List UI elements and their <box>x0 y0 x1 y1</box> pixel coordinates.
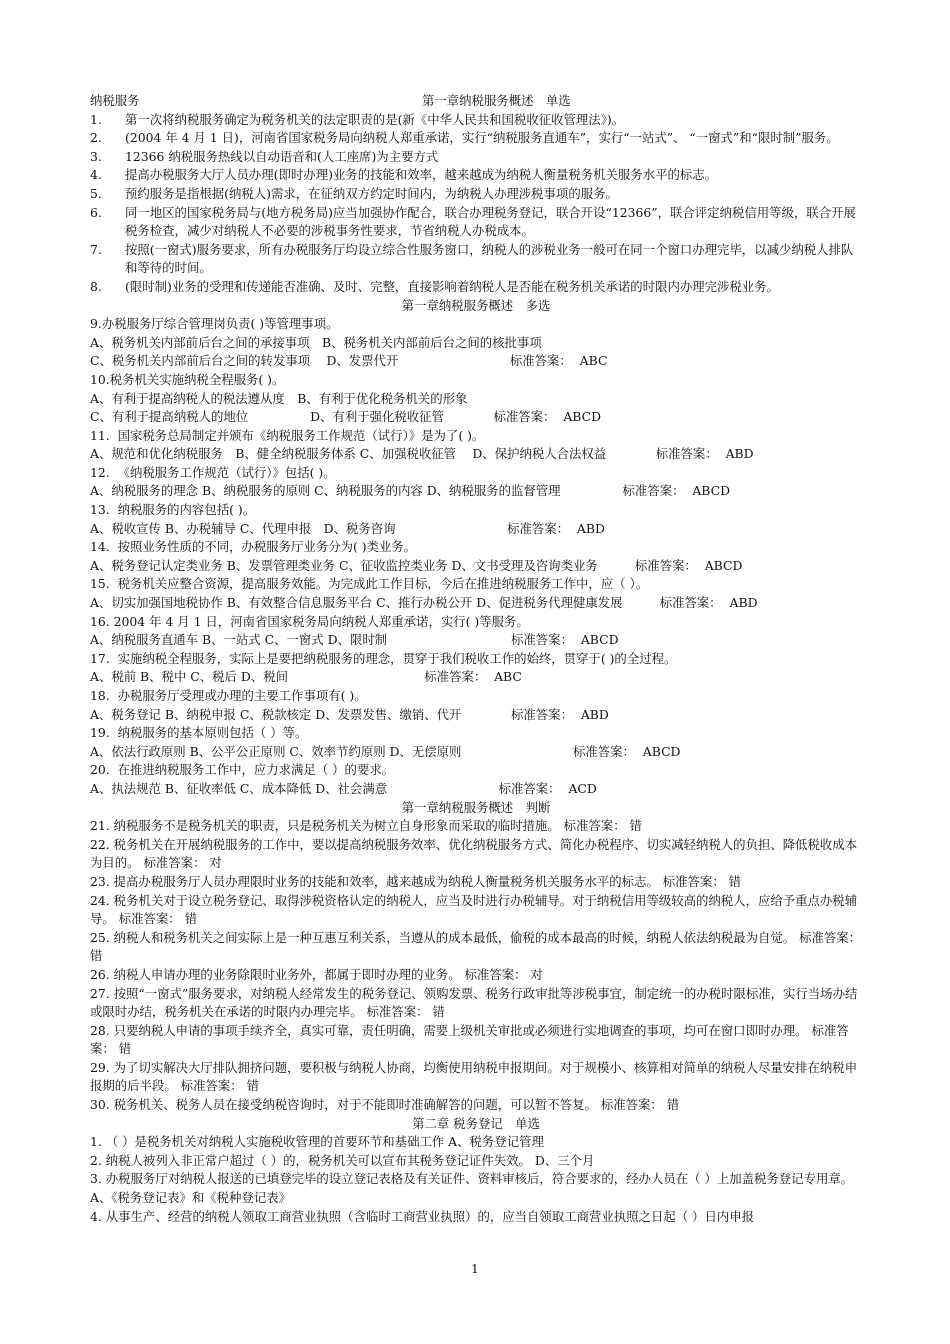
text-line: A、切实加强国地税协作 B、有效整合信息服务平台 C、推行办税公开 D、促进税务代理健康发展 标准答案： ABD <box>90 595 758 611</box>
paragraph: 1. （ ）是税务机关对纳税人实施税收管理的首要环节和基础工作 A、税务登记管理 <box>90 1134 544 1150</box>
item-number: 5. <box>90 185 102 201</box>
list-item <box>90 111 862 130</box>
text-line: 11. 国家税务总局制定并颁布《纳税服务工作规范（试行）》是为了( )。 <box>90 427 485 443</box>
text-line: A、税收宣传 B、办税辅导 C、代理申报 D、税务咨询 标准答案： ABD <box>90 520 605 536</box>
list-item <box>90 185 862 204</box>
text-line: A、税务登记 B、纳税申报 C、税款核定 D、发票发售、缴销、代开 标准答案： ABD <box>90 706 609 722</box>
list-item <box>90 278 862 297</box>
text-line: 14. 按照业务性质的不同，办税服务厅业务分为( )类业务。 <box>90 539 417 555</box>
paragraph: 26. 纳税人申请办理的业务除限时业务外，都属于即时办理的业务。 标准答案： 对 <box>90 966 543 982</box>
paragraph: 2. 纳税人被列入非正常户超过（ ）的，税务机关可以宣布其税务登记证件失效。 D、三个月 <box>90 1152 595 1168</box>
text-line: 12. 《纳税服务工作规范（试行）》包括( )。 <box>90 464 336 480</box>
item-text: 按照(一窗式)服务要求，所有办税服务厅均设立综合性服务窗口，纳税人的涉税业务一般可在同一个窗口办理完毕，以减少纳税人排队和等待的时间。 <box>125 241 854 276</box>
text-line: A、规范和优化纳税服务 B、健全纳税服务体系 C、加强税收征管 D、保护纳税人合法权益 标准答案： ABD <box>90 446 754 462</box>
paragraph: 29. 为了切实解决大厅排队拥挤问题，要积极与纳税人协商，均衡使用纳税申报期间。对于规模小、核算相对简单的纳税人尽量安排在纳税申报期的后半段。 标准答案： 错 <box>90 1059 858 1094</box>
item-number: 3. <box>90 148 102 164</box>
item-text: 12366 纳税服务热线以自动语音和(人工座席)为主要方式 <box>125 148 439 164</box>
text-line: 15. 税务机关应整合资源，提高服务效能。为完成此工作目标，今后在推进纳税服务工作中，应（ ）。 <box>90 576 649 592</box>
text-line: C、税务机关内部前后台之间的转发事项 D、发票代开 标准答案： ABC <box>90 353 608 369</box>
item-number: 8. <box>90 278 102 294</box>
paragraph: 22. 税务机关在开展纳税服务的工作中，要以提高纳税服务效率、优化纳税服务方式、简化办税程序、切实减轻纳税人的负担、降低税收成本为目的。 标准答案： 对 <box>90 836 858 871</box>
text-line: A、税务登记认定类业务 B、发票管理类业务 C、征收监控类业务 D、文书受理及咨询类业务 标准答案： ABCD <box>90 557 743 573</box>
item-text: 预约服务是指根据(纳税人)需求，在征纳双方约定时间内，为纳税人办理涉税事项的服务。 <box>125 185 618 201</box>
multi-choice-block <box>90 315 862 798</box>
paragraph: 25. 纳税人和税务机关之间实际上是一种互惠互利关系，当遵从的成本最低，偷税的成本最高的时候，纳税人依法纳税最为自觉。 标准答案： 错 <box>90 929 862 964</box>
item-number: 4. <box>90 167 102 183</box>
text-line: A、依法行政原则 B、公平公正原则 C、效率节约原则 D、无偿原则 标准答案： ABCD <box>90 743 681 759</box>
item-text: 提高办税服务大厅人员办理(即时办理)业务的技能和效率，越来越成为纳税人衡量税务机关服务水平的标志。 <box>125 167 718 183</box>
paragraph: 28. 只要纳税人申请的事项手续齐全，真实可靠，责任明确，需要上级机关审批或必须进行实地调查的事项，均可在窗口即时办理。 标准答案： 错 <box>90 1022 849 1057</box>
list-item <box>90 129 862 148</box>
paragraph: 21. 纳税服务不是税务机关的职责，只是税务机关为树立自身形象而采取的临时措施。 标准答案： 错 <box>90 818 642 834</box>
section-heading-judge: 第一章纳税服务概述 判断 <box>401 799 551 815</box>
text-line: A、税前 B、税中 C、税后 D、税间 标准答案： ABC <box>90 669 522 685</box>
text-line: C、有利于提高纳税人的地位 D、有利于强化税收征管 标准答案： ABCD <box>90 409 602 425</box>
list-item <box>90 148 862 167</box>
chapter2-block <box>90 1133 862 1226</box>
item-text: (限时制)业务的受理和传递能否准确、及时、完整，直接影响着纳税人是否能在税务机关承诺的时限内办理完涉税业务。 <box>125 278 779 294</box>
numbered-list <box>90 111 862 297</box>
paragraph: 3. 办税服务厅对纳税人报送的已填登完毕的设立登记表格及有关证件、资料审核后，符合要求的，经办人员在（ ）上加盖税务登记专用章。 A、《税务登记表》和《税种登记表》 <box>90 1171 854 1206</box>
chapter-heading: 第一章纳税服务概述 单选 <box>422 93 571 108</box>
text-line: 13. 纳税服务的内容包括( )。 <box>90 502 256 518</box>
page-header <box>90 92 862 111</box>
text-line: 10.税务机关实施纳税全程服务( )。 <box>90 371 285 387</box>
text-line: A、纳税服务的理念 B、纳税服务的原则 C、纳税服务的内容 D、纳税服务的监督管理 标准答案： ABCD <box>90 483 731 499</box>
paragraph: 24. 税务机关对于设立税务登记、取得涉税资格认定的纳税人，应当及时进行办税辅导。对于纳税信用等级较高的纳税人，应给予重点办税辅导。 标准答案： 错 <box>90 892 858 927</box>
text-line: 19. 纳税服务的基本原则包括（ ）等。 <box>90 725 308 741</box>
text-line: A、有利于提高纳税人的税法遵从度 B、有利于优化税务机关的形象 <box>90 390 468 406</box>
text-line: 16. 2004 年 4 月 1 日，河南省国家税务局向纳税人郑重承诺，实行( )等服务。 <box>90 613 529 629</box>
section-heading-ch2: 第二章 税务登记 单选 <box>412 1115 540 1131</box>
paragraph: 27. 按照“一窗式”服务要求，对纳税人经常发生的税务登记、领购发票、税务行政审批等涉税事宜，制定统一的办税时限标准，实行当场办结或限时办结，税务机关在承诺的时限内办理完毕。 标准答案： 错 <box>90 985 858 1020</box>
true-false-block <box>90 817 862 1115</box>
list-item <box>90 241 862 278</box>
item-text: 同一地区的国家税务局与(地方税务局)应当加强协作配合，联合办理税务登记，联合开设“12366”，联合评定纳税信用等级，联合开展税务检查，减少对纳税人不必要的涉税事务性要求，节省纳税人办税成本。 <box>125 204 856 239</box>
paragraph: 30. 税务机关、税务人员在接受纳税咨询时，对于不能即时准确解答的问题，可以暂不答复。 标准答案： 错 <box>90 1097 680 1113</box>
item-number: 6. <box>90 204 102 220</box>
section-heading-multi: 第一章纳税服务概述 多选 <box>401 297 551 313</box>
text-line: 9.办税服务厅综合管理岗负责( )等管理事项。 <box>90 316 339 332</box>
list-item <box>90 166 862 185</box>
text-line: 20. 在推进纳税服务工作中，应力求满足（ ）的要求。 <box>90 762 395 778</box>
item-number: 2. <box>90 130 102 146</box>
page-number: 1 <box>471 1262 479 1276</box>
item-text: (2004 年 4 月 1 日)，河南省国家税务局向纳税人郑重承诺，实行“纳税服务直通车”，实行“一站式”、 “一窗式”和“限时制”服务。 <box>125 130 839 146</box>
paragraph: 23. 提高办税服务厅人员办理限时业务的技能和效率，越来越成为纳税人衡量税务机关服务水平的标志。 标准答案： 错 <box>90 873 742 889</box>
item-number: 7. <box>90 241 102 257</box>
text-line: A、纳税服务直通车 B、一站式 C、一窗式 D、限时制 标准答案： ABCD <box>90 632 619 648</box>
header-left: 纳税服务 <box>90 93 140 108</box>
item-text: 第一次将纳税服务确定为税务机关的法定职责的是(新《中华人民共和国税收征收管理法》)。 <box>125 111 625 127</box>
document-page <box>90 92 862 1226</box>
paragraph: 4. 从事生产、经营的纳税人领取工商营业执照（含临时工商营业执照）的，应当自领取工商营业执照之日起（ ）日内申报 <box>90 1208 755 1224</box>
item-number: 1. <box>90 111 102 127</box>
text-line: 18. 办税服务厅受理或办理的主要工作事项有( )。 <box>90 688 367 703</box>
text-line: A、执法规范 B、征收率低 C、成本降低 D、社会满意 标准答案： ACD <box>90 780 597 796</box>
text-line: A、税务机关内部前后台之间的承接事项 B、税务机关内部前后台之间的核批事项 <box>90 334 542 350</box>
text-line: 17. 实施纳税全程服务，实际上是要把纳税服务的理念，贯穿于我们税收工作的始终，贯穿于( )的全过程。 <box>90 650 677 666</box>
list-item <box>90 204 862 241</box>
